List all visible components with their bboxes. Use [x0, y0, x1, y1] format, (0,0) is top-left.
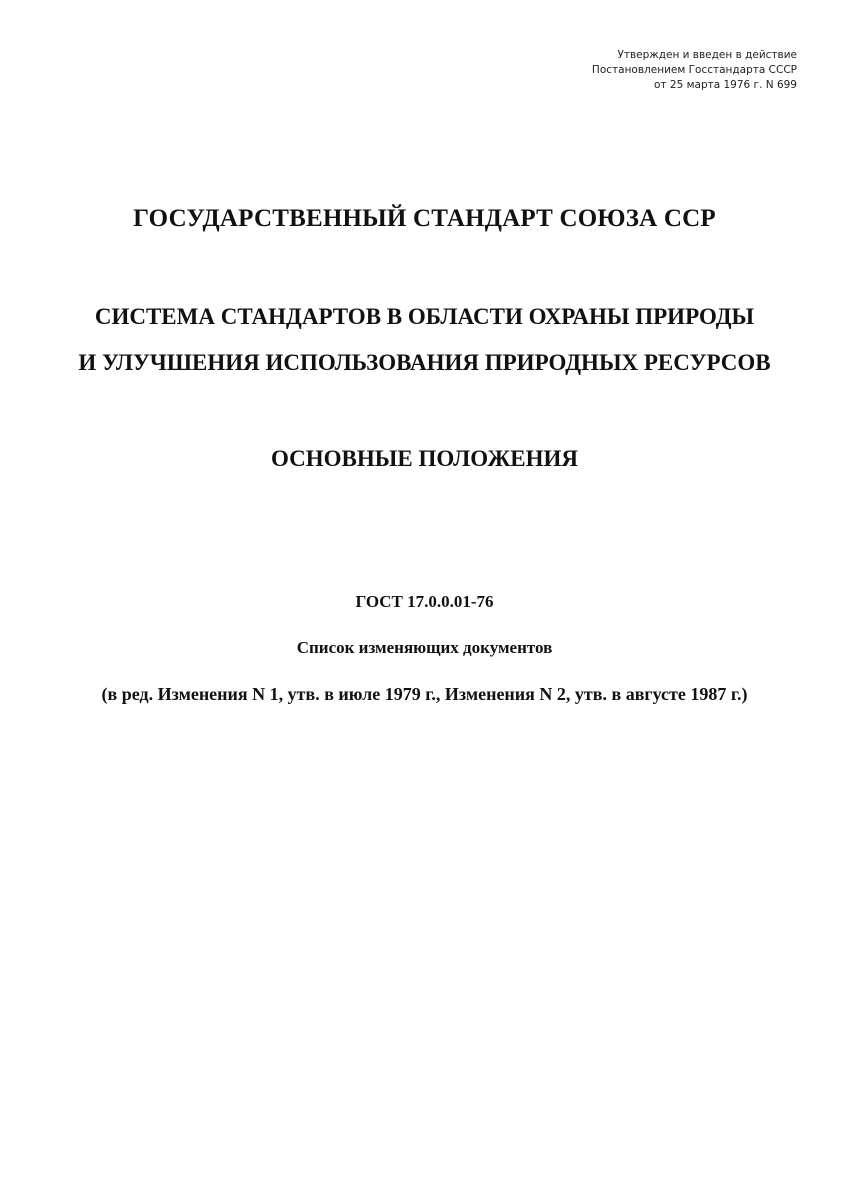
changes-list-detail: (в ред. Изменения N 1, утв. в июле 1979 г., Изменения N 2, утв. в августе 1987 г.) [101, 684, 748, 704]
section-title: ОСНОВНЫЕ ПОЛОЖЕНИЯ [270, 446, 579, 471]
changes-list-title: Список изменяющих документов [296, 638, 553, 657]
approval-line-2: Постановлением Госстандарта СССР [591, 64, 797, 76]
document-main-title: ГОСУДАРСТВЕННЫЙ СТАНДАРТ СОЮЗА ССР [133, 205, 716, 232]
approval-block [592, 48, 797, 93]
approval-line-1: Утвержден и введен в действие [617, 49, 797, 61]
gost-number: ГОСТ 17.0.0.01-76 [355, 592, 494, 611]
approval-line-3: от 25 марта 1976 г. N 699 [654, 79, 797, 91]
system-title-line-1: СИСТЕМА СТАНДАРТОВ В ОБЛАСТИ ОХРАНЫ ПРИРОДЫ [94, 304, 755, 329]
system-title-line-2: И УЛУЧШЕНИЯ ИСПОЛЬЗОВАНИЯ ПРИРОДНЫХ РЕСУРСОВ [78, 350, 771, 375]
